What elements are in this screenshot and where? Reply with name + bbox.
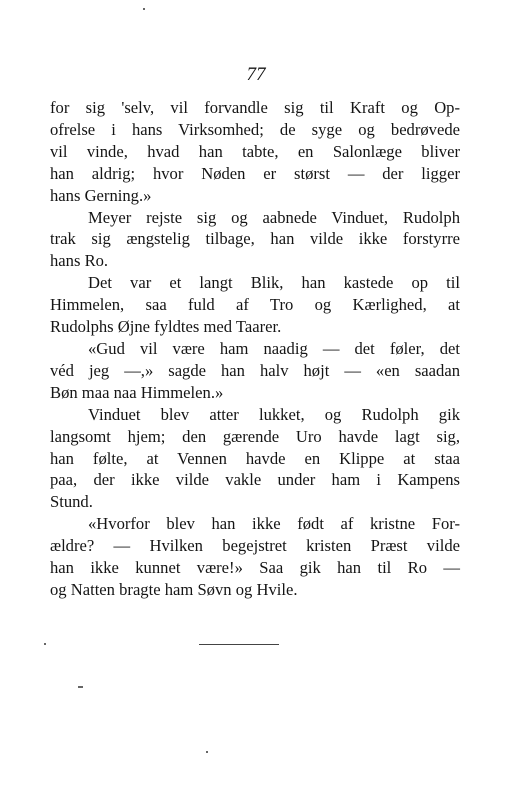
text-line: og Natten bragte ham Søvn og Hvile. <box>50 579 298 599</box>
text-line: Vinduet blev atter lukket, og Rudolph gik <box>88 404 460 424</box>
print-speck <box>44 643 46 645</box>
text-line: Bøn maa naa Himmelen.» <box>50 382 224 402</box>
text-line: Meyer rejste sig og aabnede Vinduet, Rudolph <box>88 207 460 227</box>
text-line: hans Gerning.» <box>50 185 152 205</box>
print-speck <box>78 686 83 688</box>
text-line: paa, der ikke vilde vakle under ham i Kampens <box>50 470 460 490</box>
text-line: for sig 'selv, vil forvandle sig til Kraft og Op- <box>50 98 460 117</box>
text-line: han ikke kunnet være!» Saa gik han til Ro — <box>50 558 460 578</box>
text-line: ofrelse i hans Virksomhed; de syge og bedrøvede <box>50 119 460 139</box>
text-line: trak sig ængstelig tilbage, han vilde ikke forstyrre <box>50 229 460 249</box>
page-number: 77 <box>246 64 266 85</box>
print-speck <box>206 751 208 753</box>
closing-rule <box>199 644 279 645</box>
text-line: langsomt hjem; den gærende Uro havde lagt sig, <box>50 426 460 446</box>
text-line: han aldrig; hvor Nøden er størst — der ligger <box>50 163 460 183</box>
text-line: véd jeg —,» sagde han halv højt — «en saadan <box>50 360 460 380</box>
body-text <box>50 97 460 601</box>
text-line: «Hvorfor blev han ikke født af kristne For- <box>88 514 460 534</box>
text-line: han følte, at Vennen havde en Klippe at staa <box>50 448 460 468</box>
text-line: vil vinde, hvad han tabte, en Salonlæge bliver <box>50 141 460 161</box>
text-line: ældre? — Hvilken begejstret kristen Præst vilde <box>50 536 460 556</box>
text-line: Det var et langt Blik, han kastede op til <box>88 273 460 293</box>
text-line: Stund. <box>50 492 93 512</box>
print-speck <box>143 8 145 10</box>
text-line: Rudolphs Øjne fyldtes med Taarer. <box>50 317 282 337</box>
text-line: Himmelen, saa fuld af Tro og Kærlighed, at <box>50 295 460 315</box>
text-line: hans Ro. <box>50 251 109 271</box>
text-line: «Gud vil være ham naadig — det føler, det <box>88 338 460 358</box>
